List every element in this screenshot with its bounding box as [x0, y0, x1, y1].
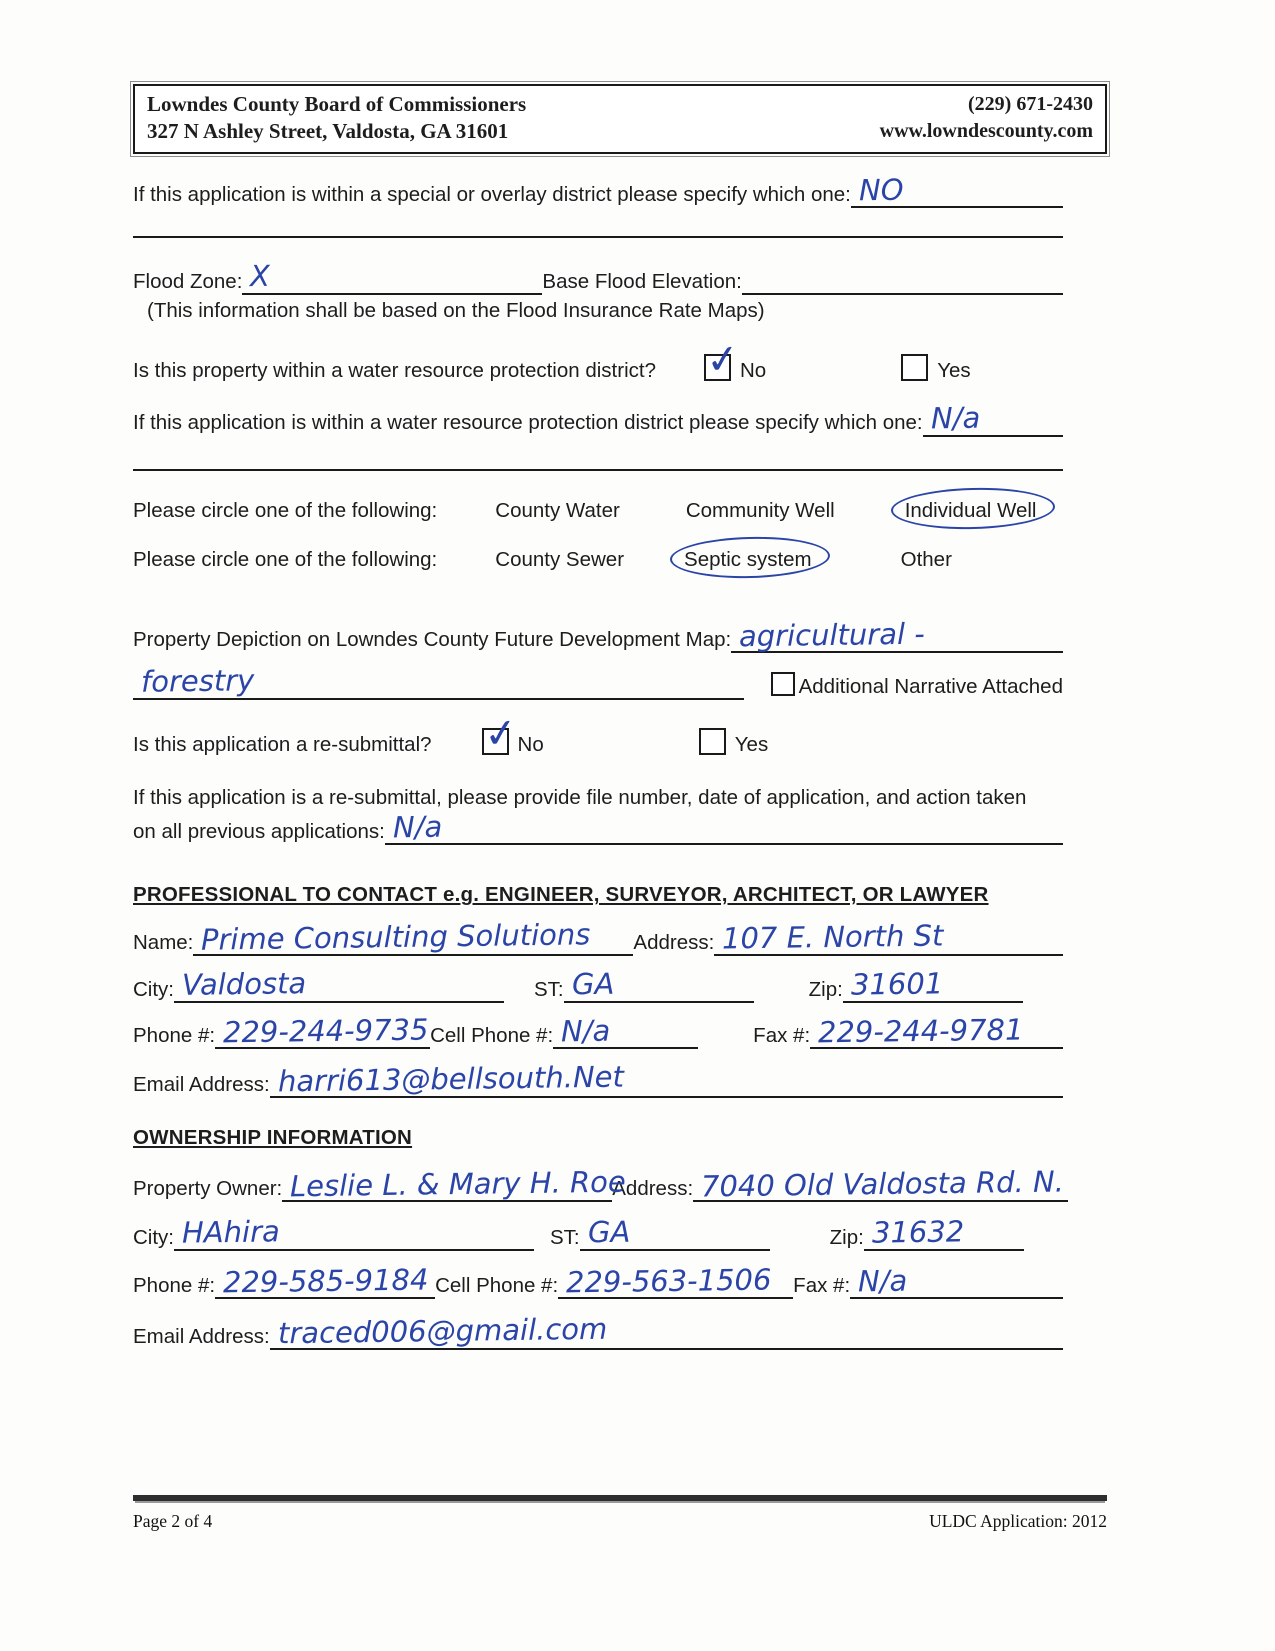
flood-zone-row [133, 259, 1063, 295]
letterhead-right [880, 91, 1093, 145]
owner-fax-label: Fax #: [793, 1274, 851, 1298]
resubmittal-detail-question-line2: on all previous applications: [133, 820, 385, 844]
professional-phone-value: 229-244-9735 [222, 1012, 429, 1049]
owner-cell-phone-label: Cell Phone #: [435, 1274, 559, 1298]
divider-rule-2 [133, 469, 1063, 471]
professional-address-value: 107 E. North St [722, 918, 944, 956]
owner-zip-label: Zip: [829, 1225, 864, 1249]
owner-cell-phone-value: 229-563-1506 [565, 1262, 772, 1300]
page-number: Page 2 of 4 [133, 1511, 213, 1531]
professional-cell-phone-field [553, 1013, 698, 1050]
professional-email-row [133, 1059, 1063, 1099]
professional-state-field [564, 966, 754, 1003]
resubmittal-no-label: No [517, 732, 544, 756]
future-development-row-2 [133, 663, 1063, 700]
resubmittal-detail-row [133, 809, 1063, 846]
owner-state-field [580, 1214, 770, 1251]
owner-address-label: Address: [612, 1177, 694, 1201]
resubmittal-yes-label: Yes [734, 732, 769, 756]
professional-cell-phone-value: N/a [560, 1013, 611, 1048]
owner-name-label: Property Owner: [133, 1177, 283, 1201]
water-source-prompt: Please circle one of the following: [133, 498, 438, 522]
professional-email-value: harri613@bellsouth.Net [277, 1059, 624, 1099]
future-development-answer-line1: agricultural - [738, 616, 926, 653]
professional-city-value: Valdosta [181, 966, 307, 1002]
owner-zip-field [864, 1214, 1024, 1251]
org-address: 327 N Ashley Street, Valdosta, GA 31601 [147, 118, 509, 143]
professional-zip-label: Zip: [808, 977, 843, 1001]
owner-name-row [133, 1164, 1065, 1204]
owner-state-value: GA [587, 1214, 631, 1250]
letterhead-left [147, 91, 526, 145]
owner-phone-label: Phone #: [133, 1274, 216, 1298]
future-development-field [731, 616, 1063, 654]
owner-city-label: City: [133, 1225, 174, 1249]
resubmittal-detail-answer: N/a [392, 809, 443, 845]
professional-phone-label: Phone #: [133, 1024, 216, 1048]
professional-city-row [133, 966, 1063, 1003]
overlay-district-answer: NO [858, 172, 904, 208]
professional-email-field [270, 1059, 1063, 1099]
base-flood-elevation-field [742, 289, 1063, 295]
water-district-specify-answer: N/a [930, 400, 981, 436]
professional-phone-row [133, 1012, 1063, 1050]
option-county-water: County Water [495, 498, 620, 522]
option-septic-system: Septic system [684, 546, 812, 573]
option-other: Other [900, 547, 952, 571]
owner-city-field [174, 1214, 534, 1251]
owner-city-row [133, 1214, 1063, 1251]
resubmittal-detail-question-line1: If this application is a re-submittal, please provide file number, date of application, and action taken [133, 785, 1027, 809]
owner-name-field [282, 1164, 627, 1204]
water-district-row [133, 354, 1063, 384]
flood-zone-answer: X [250, 259, 271, 294]
owner-name-value: Leslie L. & Mary H. Roe [290, 1164, 627, 1204]
professional-fax-value: 229-244-9781 [817, 1012, 1024, 1049]
ownership-section-heading: OWNERSHIP INFORMATION [133, 1125, 413, 1149]
resubmittal-detail-field [385, 809, 1063, 846]
owner-fax-field [850, 1263, 1063, 1300]
water-district-specify-question: If this application is within a water resource protection district please specify which one: [133, 411, 923, 435]
resubmittal-yes-checkbox [699, 728, 726, 755]
overlay-district-row [133, 172, 1063, 209]
professional-state-label: ST: [534, 977, 564, 1001]
resubmittal-no-checkbox [482, 728, 509, 755]
flood-zone-label: Flood Zone: [133, 269, 243, 293]
water-district-no-checkbox [704, 354, 731, 381]
professional-section-heading: PROFESSIONAL TO CONTACT e.g. ENGINEER, SURVEYOR, ARCHITECT, OR LAWYER [133, 883, 989, 907]
professional-name-value: Prime Consulting Solutions [201, 917, 591, 958]
professional-state-value: GA [571, 966, 615, 1002]
professional-name-field [193, 917, 633, 958]
owner-email-row [133, 1312, 1063, 1351]
owner-email-label: Email Address: [133, 1324, 270, 1348]
professional-address-label: Address: [633, 930, 715, 954]
option-individual-well: Individual Well [905, 497, 1037, 524]
flood-note: (This information shall be based on the Flood Insurance Rate Maps) [147, 298, 765, 322]
footer-text-row [133, 1511, 1107, 1532]
future-development-row [133, 616, 1063, 654]
owner-email-value: traced006@gmail.com [277, 1312, 608, 1351]
professional-name-row [133, 917, 1063, 958]
water-district-no-label: No [739, 358, 767, 382]
owner-email-field [270, 1312, 1063, 1351]
water-district-yes-checkbox [901, 354, 928, 381]
professional-phone-field [215, 1012, 430, 1050]
form-content [133, 84, 1107, 1350]
flood-zone-field [242, 259, 542, 295]
footer-bar [133, 1495, 1107, 1501]
owner-address-field [693, 1164, 1068, 1204]
owner-zip-value: 31632 [871, 1214, 965, 1250]
resubmittal-question: Is this application a re-submittal? [133, 732, 432, 756]
base-flood-elevation-label: Base Flood Elevation: [542, 269, 742, 293]
owner-phone-value: 229-585-9184 [222, 1262, 429, 1300]
professional-cell-phone-label: Cell Phone #: [430, 1024, 554, 1048]
additional-narrative-label: Additional Narrative Attached [798, 674, 1063, 698]
page-footer [133, 1495, 1107, 1532]
sewer-row [133, 546, 1063, 573]
future-development-field-2 [133, 663, 744, 700]
owner-phone-row [133, 1262, 1063, 1300]
water-district-yes-label: Yes [937, 358, 971, 382]
water-district-specify-field [923, 400, 1063, 437]
option-community-well: Community Well [685, 498, 835, 522]
resubmittal-row [133, 728, 1063, 758]
org-phone: (229) 671-2430 [968, 93, 1093, 115]
professional-address-field [714, 918, 1063, 956]
future-development-label: Property Depiction on Lowndes County Future Development Map: [133, 628, 732, 652]
owner-city-value: HAhira [181, 1214, 280, 1250]
owner-fax-value: N/a [857, 1263, 908, 1299]
professional-city-field [174, 966, 504, 1003]
owner-state-label: ST: [550, 1225, 580, 1249]
org-website: www.lowndescounty.com [879, 119, 1093, 142]
professional-zip-value: 31601 [850, 966, 944, 1002]
future-development-answer-line2: forestry [140, 663, 255, 699]
professional-email-label: Email Address: [133, 1072, 270, 1096]
document-version: ULDC Application: 2012 [929, 1511, 1107, 1531]
option-county-sewer: County Sewer [495, 547, 625, 571]
overlay-district-question: If this application is within a special or overlay district please specify which one: [133, 183, 851, 207]
owner-phone-field [215, 1262, 435, 1300]
org-name: Lowndes County Board of Commissioners [147, 92, 527, 116]
water-source-row [133, 497, 1063, 524]
letterhead [133, 84, 1107, 154]
professional-fax-label: Fax #: [753, 1024, 811, 1048]
owner-cell-phone-field [558, 1262, 793, 1300]
overlay-district-field [851, 172, 1063, 209]
professional-zip-field [843, 966, 1023, 1003]
additional-narrative-checkbox [771, 672, 795, 696]
water-district-specify-row [133, 400, 1063, 437]
divider-rule-1 [133, 236, 1063, 238]
professional-city-label: City: [133, 977, 174, 1001]
professional-name-label: Name: [133, 930, 194, 954]
professional-fax-field [810, 1012, 1063, 1050]
sewer-prompt: Please circle one of the following: [133, 547, 438, 571]
owner-address-value: 7040 Old Valdosta Rd. N. [700, 1164, 1065, 1204]
water-district-question: Is this property within a water resource protection district? [133, 358, 656, 382]
